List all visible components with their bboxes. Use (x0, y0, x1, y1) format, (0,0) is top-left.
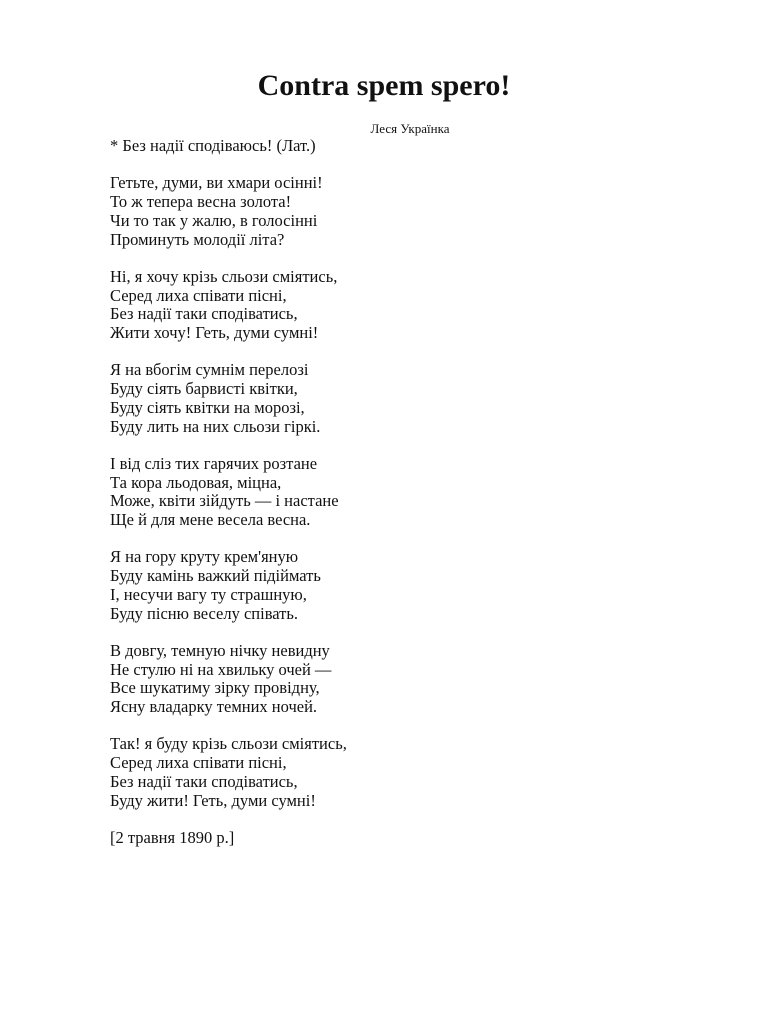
poem-title: Contra spem spero! (257, 69, 511, 102)
poem-line: Ні, я хочу крізь сльози сміятись, (110, 266, 338, 286)
poem-line: Серед лиха співати пісні, (110, 285, 287, 305)
poem-line: Та кора льодовая, міцна, (110, 472, 282, 492)
poem-line: Так! я буду крізь сльози сміятись, (110, 734, 347, 754)
poem-line: І від сліз тих гарячих розтане (110, 453, 318, 473)
stanza-gap (110, 623, 347, 642)
stanza (110, 268, 347, 343)
poem-line: Буду камінь важкий підіймать (110, 566, 321, 586)
poem-line: То ж тепера весна золота! (110, 192, 292, 212)
poem-line: Все шукатиму зірку провідну, (110, 678, 320, 698)
poem-line: Ясну владарку темних ночей. (110, 697, 318, 716)
footnote: * Без надії сподіваюсь! (Лат.) (110, 136, 316, 155)
poem-line: Ще й для мене весела весна. (110, 510, 311, 529)
stanza (110, 361, 347, 436)
poem-line: Буду пісню веселу співать. (110, 603, 299, 623)
poem-line: Жити хочу! Геть, думи сумні! (110, 323, 319, 342)
stanza-gap (110, 343, 347, 362)
poem-line: Може, квіти зійдуть — і настане (110, 491, 339, 511)
stanza-gap (110, 530, 347, 549)
stanza-gap (110, 436, 347, 455)
stanza (110, 174, 347, 249)
stanza-gap (110, 717, 347, 736)
stanza-gap (110, 249, 347, 268)
stanza (110, 455, 347, 530)
poem-line: Буду лить на них сльози гіркі. (110, 416, 321, 436)
poem-line: Я на вбогім сумнім перелозі (110, 360, 309, 380)
poem-line: Буду сіять барвисті квітки, (110, 379, 298, 399)
stanza-gap (110, 810, 347, 829)
poem-line: Буду жити! Геть, думи сумні! (110, 790, 316, 810)
poem-line: Гетьте, думи, ви хмари осінні! (110, 173, 323, 193)
poem-author: Леся Українка (370, 121, 450, 136)
stanza-gap (110, 156, 347, 175)
stanza (110, 735, 347, 810)
poem-line: Я на гору круту крем'яную (110, 547, 299, 567)
poem-line: Без надії таки сподіватись, (110, 771, 298, 791)
stanza (110, 548, 347, 623)
poem-line: Серед лиха співати пісні, (110, 753, 287, 773)
poem-line: Без надії таки сподіватись, (110, 304, 298, 324)
poem-line: В довгу, темную нічку невидну (110, 640, 330, 660)
poem-line: Не стулю ні на хвильку очей — (110, 659, 332, 679)
stanza (110, 642, 347, 717)
poem-body (110, 137, 347, 848)
poem-date: [2 травня 1890 р.] (110, 827, 235, 847)
poem-line: Проминуть молодії літа? (110, 229, 285, 249)
poem-line: Чи то так у жалю, в голосінні (110, 210, 318, 230)
poem-line: І, несучи вагу ту страшную, (110, 584, 307, 604)
poem-line: Буду сіять квітки на морозі, (110, 397, 305, 417)
